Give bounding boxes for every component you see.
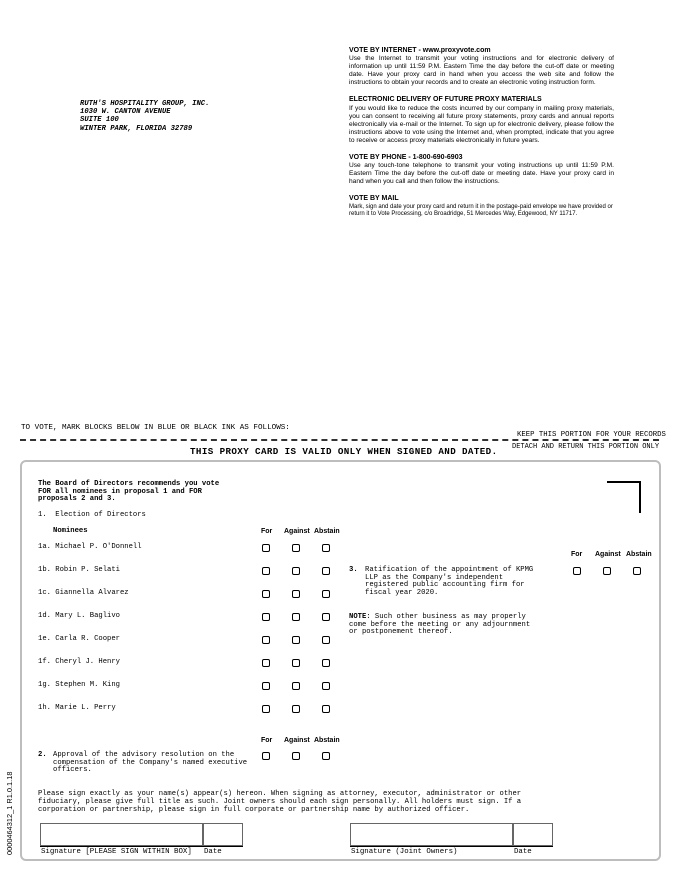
nominee-number: 1e. — [38, 635, 51, 643]
nominee-1a-for-checkbox[interactable] — [262, 544, 270, 552]
proposal-1-number: 1. — [38, 511, 47, 519]
nominee-1a-against-checkbox[interactable] — [292, 544, 300, 552]
nominee-row-1d — [38, 613, 120, 621]
address-line: 1030 W. CANTON AVENUE — [80, 108, 171, 117]
signature-date-box[interactable] — [203, 823, 243, 846]
column-header-against: Against — [595, 551, 621, 558]
proposal-2-number: 2. — [38, 751, 47, 759]
proposal-2-against-checkbox[interactable] — [292, 752, 300, 760]
proposal-3-text: Ratification of the appointment of KPMG LLP as the Company's independent registered public accounting firm for fiscal year 2020. — [365, 566, 534, 597]
nominee-row-1g — [38, 682, 120, 690]
mark-instruction: TO VOTE, MARK BLOCKS BELOW IN BLUE OR BLACK INK AS FOLLOWS: — [21, 424, 290, 432]
column-header-abstain: Abstain — [626, 551, 652, 558]
nominee-number: 1a. — [38, 543, 51, 551]
signature-date-label: Date — [204, 848, 222, 856]
nominee-name: Mary L. Baglivo — [55, 612, 120, 620]
proposal-2-for-checkbox[interactable] — [262, 752, 270, 760]
nominee-1d-against-checkbox[interactable] — [292, 613, 300, 621]
vote-by-internet-section — [349, 47, 614, 87]
nominee-1c-abstain-checkbox[interactable] — [322, 590, 330, 598]
nominee-row-1a — [38, 544, 142, 552]
nominee-1h-against-checkbox[interactable] — [292, 705, 300, 713]
nominee-name: Robin P. Selati — [55, 566, 120, 574]
nominee-name: Marie L. Perry — [55, 704, 116, 712]
address-line: WINTER PARK, FLORIDA 32789 — [80, 124, 193, 133]
nominee-name: Michael P. O'Donnell — [55, 543, 142, 551]
vote-by-internet-heading: VOTE BY INTERNET - www.proxyvote.com — [349, 47, 491, 54]
nominee-1f-for-checkbox[interactable] — [262, 659, 270, 667]
nominee-1f-against-checkbox[interactable] — [292, 659, 300, 667]
joint-date-label: Date — [514, 848, 532, 856]
column-header-abstain: Abstain — [314, 528, 340, 535]
nominee-number: 1d. — [38, 612, 51, 620]
column-header-against: Against — [284, 737, 310, 744]
proposal-3 — [349, 567, 549, 597]
column-header-against: Against — [284, 528, 310, 535]
nominee-1e-abstain-checkbox[interactable] — [322, 636, 330, 644]
nominee-1g-against-checkbox[interactable] — [292, 682, 300, 690]
nominee-1b-against-checkbox[interactable] — [292, 567, 300, 575]
proposal-1-heading — [38, 512, 146, 520]
company-address — [80, 100, 209, 133]
vote-by-phone-heading: VOTE BY PHONE - 1-800-690-6903 — [349, 154, 463, 162]
note-label: NOTE — [349, 613, 367, 621]
electronic-delivery-section — [349, 96, 614, 145]
column-header-for: For — [261, 528, 273, 535]
signing-instructions: Please sign exactly as your name(s) appear(s) hereon. When signing as attorney, executor, administrator or other fiduciary, please give full title as such. Joint owners should each sign personally. All holders must sign. If a corporation or partnership, please sign in full corporate or partnership name by authorized officer. — [38, 790, 522, 814]
column-header-abstain: Abstain — [314, 737, 340, 744]
joint-signature-label: Signature (Joint Owners) — [351, 848, 458, 856]
proposal-2-text: Approval of the advisory resolution on the compensation of the Company's named executive officers. — [53, 751, 248, 775]
nominee-row-1c — [38, 590, 129, 598]
nominee-1d-abstain-checkbox[interactable] — [322, 613, 330, 621]
nominee-1h-for-checkbox[interactable] — [262, 705, 270, 713]
proposal-2-abstain-checkbox[interactable] — [322, 752, 330, 760]
nominee-name: Stephen M. King — [55, 681, 120, 689]
proposal-3-for-checkbox[interactable] — [573, 567, 581, 575]
nominee-row-1e — [38, 636, 120, 644]
vote-by-phone-text: Use any touch-tone telephone to transmit your voting instructions up until 11:59 P.M. Eastern Time the day before the cut-off date or meeting date. Have your proxy card in hand when you call and then follow the instructions. — [349, 162, 614, 186]
nominee-name: Cheryl J. Henry — [55, 658, 120, 666]
nominee-1f-abstain-checkbox[interactable] — [322, 659, 330, 667]
board-recommendation: The Board of Directors recommends you vote FOR all nominees in proposal 1 and FOR proposals 2 and 3. — [38, 480, 220, 504]
nominee-number: 1c. — [38, 589, 51, 597]
nominee-row-1f — [38, 659, 120, 667]
detach-return-label: DETACH AND RETURN THIS PORTION ONLY — [512, 443, 660, 451]
nominee-1c-against-checkbox[interactable] — [292, 590, 300, 598]
nominee-1b-abstain-checkbox[interactable] — [322, 567, 330, 575]
proposal-1-title: Election of Directors — [55, 511, 146, 519]
nominee-1a-abstain-checkbox[interactable] — [322, 544, 330, 552]
nominee-name: Carla R. Cooper — [55, 635, 120, 643]
proposal-2 — [38, 752, 248, 775]
note — [349, 614, 539, 637]
detach-perforation-line — [20, 439, 659, 441]
joint-date-box[interactable] — [513, 823, 553, 846]
vote-by-mail-section — [349, 195, 614, 218]
nominee-name: Giannella Alvarez — [55, 589, 129, 597]
joint-signature-box[interactable] — [350, 823, 513, 846]
column-header-for: For — [571, 551, 583, 558]
signature-label: Signature [PLEASE SIGN WITHIN BOX] — [41, 848, 192, 856]
signature-underline — [40, 846, 243, 847]
nominees-header: Nominees — [53, 527, 88, 535]
nominee-number: 1h. — [38, 704, 51, 712]
proposal-3-number: 3. — [349, 566, 358, 574]
nominee-1g-for-checkbox[interactable] — [262, 682, 270, 690]
electronic-delivery-heading: ELECTRONIC DELIVERY OF FUTURE PROXY MATERIALS — [349, 96, 542, 104]
vote-by-mail-heading: VOTE BY MAIL — [349, 195, 399, 203]
nominee-number: 1g. — [38, 681, 51, 689]
nominee-number: 1b. — [38, 566, 51, 574]
proposal-3-abstain-checkbox[interactable] — [633, 567, 641, 575]
joint-signature-underline — [350, 846, 553, 847]
vote-by-phone-section — [349, 154, 614, 186]
nominee-1e-for-checkbox[interactable] — [262, 636, 270, 644]
nominee-row-1h — [38, 705, 116, 713]
nominee-1c-for-checkbox[interactable] — [262, 590, 270, 598]
voting-instructions — [349, 47, 614, 227]
vote-by-mail-text: Mark, sign and date your proxy card and return it in the postage-paid envelope we have provided or return it to Vote Processing, c/o Broadridge, 51 Mercedes Way, Edgewood, NY 11717. — [349, 203, 613, 217]
address-line: RUTH'S HOSPITALITY GROUP, INC. — [80, 100, 210, 108]
column-header-for: For — [261, 737, 273, 744]
nominee-number: 1f. — [38, 658, 51, 666]
keep-portion-label: KEEP THIS PORTION FOR YOUR RECORDS — [517, 431, 666, 439]
proposal-3-against-checkbox[interactable] — [603, 567, 611, 575]
nominee-1d-for-checkbox[interactable] — [262, 613, 270, 621]
nominee-1b-for-checkbox[interactable] — [262, 567, 270, 575]
vote-by-internet-text: Use the Internet to transmit your voting instructions and for electronic delivery of information up until 11:59 P.M. Eastern Time the day before the cut-off date or meeting date. Have your proxy card in hand when you access the web site and follow the instructions to obtain your records and to create an electronic voting instruction form. — [349, 55, 614, 87]
note-text: : Such other business as may properly come before the meeting or any adjournment or postponement thereof. — [349, 613, 531, 637]
address-line: SUITE 100 — [80, 116, 119, 125]
nominee-row-1b — [38, 567, 120, 575]
proxy-valid-notice: THIS PROXY CARD IS VALID ONLY WHEN SIGNED AND DATED. — [190, 446, 498, 457]
electronic-delivery-text: If you would like to reduce the costs incurred by our company in mailing proxy materials, you can consent to receiving all future proxy statements, proxy cards and annual reports electronically via e-mail or the Internet. To sign up for electronic delivery, please follow the instructions above to vote using the Internet and, when prompted, indicate that you agree to receive or access proxy materials electronically in future years. — [349, 104, 614, 144]
registration-corner-mark — [607, 481, 641, 513]
signature-box[interactable] — [40, 823, 203, 846]
nominee-1e-against-checkbox[interactable] — [292, 636, 300, 644]
document-control-code: 0000464312_1 R1.0.1.18 — [5, 771, 14, 855]
nominee-1h-abstain-checkbox[interactable] — [322, 705, 330, 713]
nominee-1g-abstain-checkbox[interactable] — [322, 682, 330, 690]
